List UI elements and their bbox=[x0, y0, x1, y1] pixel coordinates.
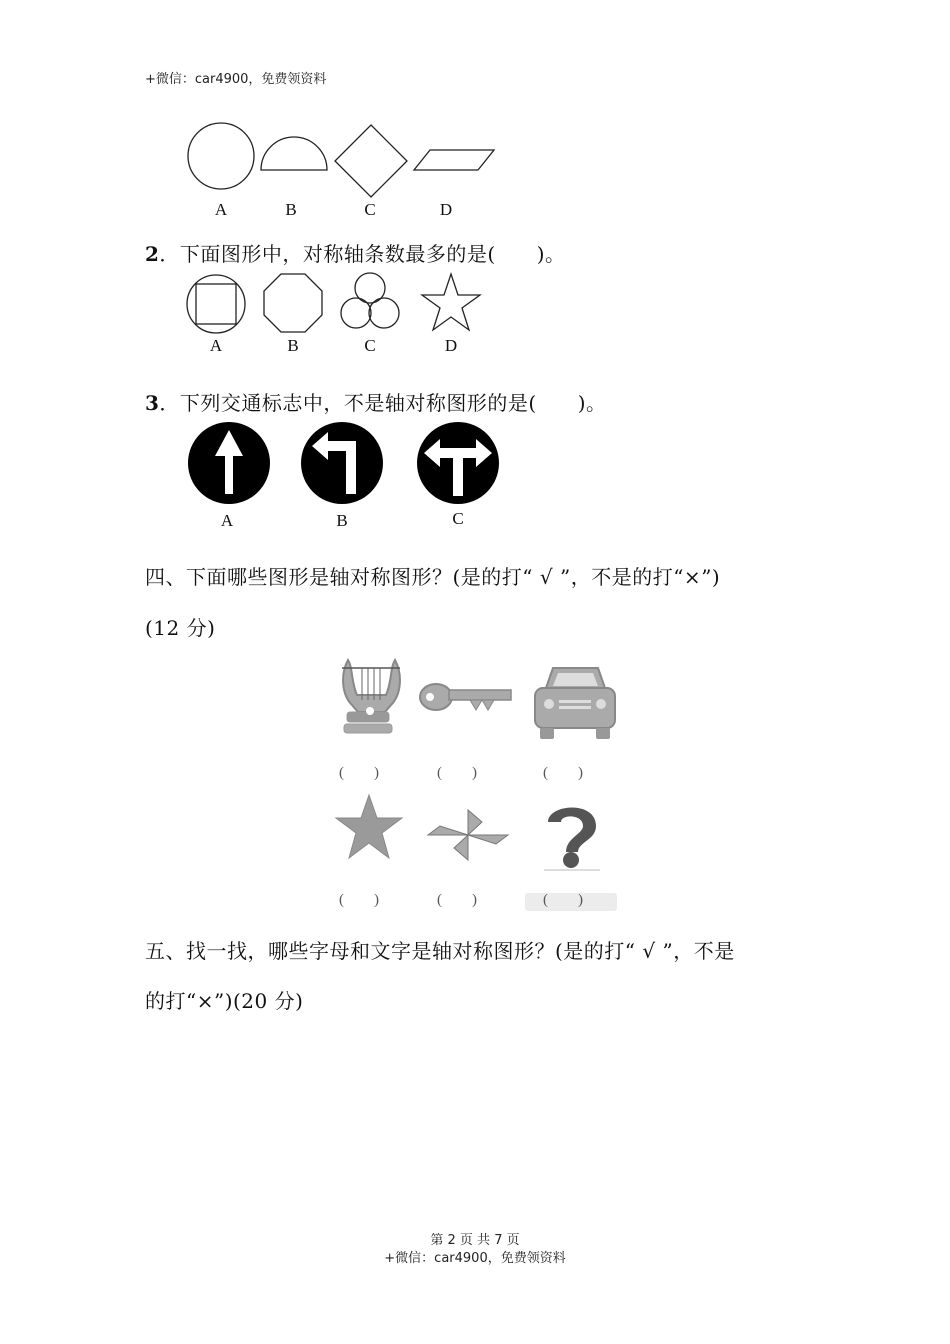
page-number: 第 2 页 共 7 页 bbox=[430, 1233, 520, 1248]
answer-slot-question[interactable]: ( ) bbox=[543, 892, 583, 908]
car-icon bbox=[535, 668, 615, 739]
q1-label-a: A bbox=[214, 200, 228, 219]
q1-label-d: D bbox=[439, 200, 453, 219]
q3-text: ．下列交通标志中，不是轴对称图形的是( )。 bbox=[159, 391, 607, 415]
star-icon bbox=[336, 795, 402, 858]
answer-slot-pinwheel[interactable]: ( ) bbox=[437, 892, 477, 908]
q2-text: ．下面图形中，对称轴条数最多的是( )。 bbox=[159, 242, 566, 266]
q3-label-b: B bbox=[336, 511, 348, 530]
q2-number: 2 bbox=[145, 242, 160, 266]
section5-line1: 五、找一找，哪些字母和文字是轴对称图形？(是的打“ √ ”，不是 bbox=[145, 939, 735, 963]
q2-label-d: D bbox=[444, 336, 458, 355]
header-watermark: +微信：car4900，免费领资料 bbox=[145, 72, 327, 87]
section5-line2: 的打“×”)(20 分) bbox=[145, 989, 304, 1013]
q1-label-b: B bbox=[285, 200, 297, 219]
section4-line2: (12 分) bbox=[145, 616, 216, 640]
q1-label-c: C bbox=[364, 200, 376, 219]
pinwheel-icon bbox=[428, 810, 508, 860]
q2-label-a: A bbox=[209, 336, 223, 355]
q2-label-c: C bbox=[364, 336, 376, 355]
q2-label-b: B bbox=[287, 336, 299, 355]
answer-slot-car[interactable]: ( ) bbox=[543, 765, 583, 781]
q3-label-a: A bbox=[220, 511, 234, 530]
q3-label-c: C bbox=[452, 509, 464, 528]
answer-slot-key[interactable]: ( ) bbox=[437, 765, 477, 781]
answer-slot-star[interactable]: ( ) bbox=[339, 892, 379, 908]
section4-line1: 四、下面哪些图形是轴对称图形？(是的打“ √ ”，不是的打“×”) bbox=[145, 565, 721, 589]
q3-number: 3 bbox=[145, 391, 160, 415]
question-mark-icon bbox=[544, 808, 600, 871]
key-icon bbox=[420, 684, 511, 710]
answer-slot-lyre[interactable]: ( ) bbox=[339, 765, 379, 781]
footer-watermark: +微信：car4900，免费领资料 bbox=[384, 1251, 566, 1266]
lyre-icon bbox=[342, 660, 400, 733]
